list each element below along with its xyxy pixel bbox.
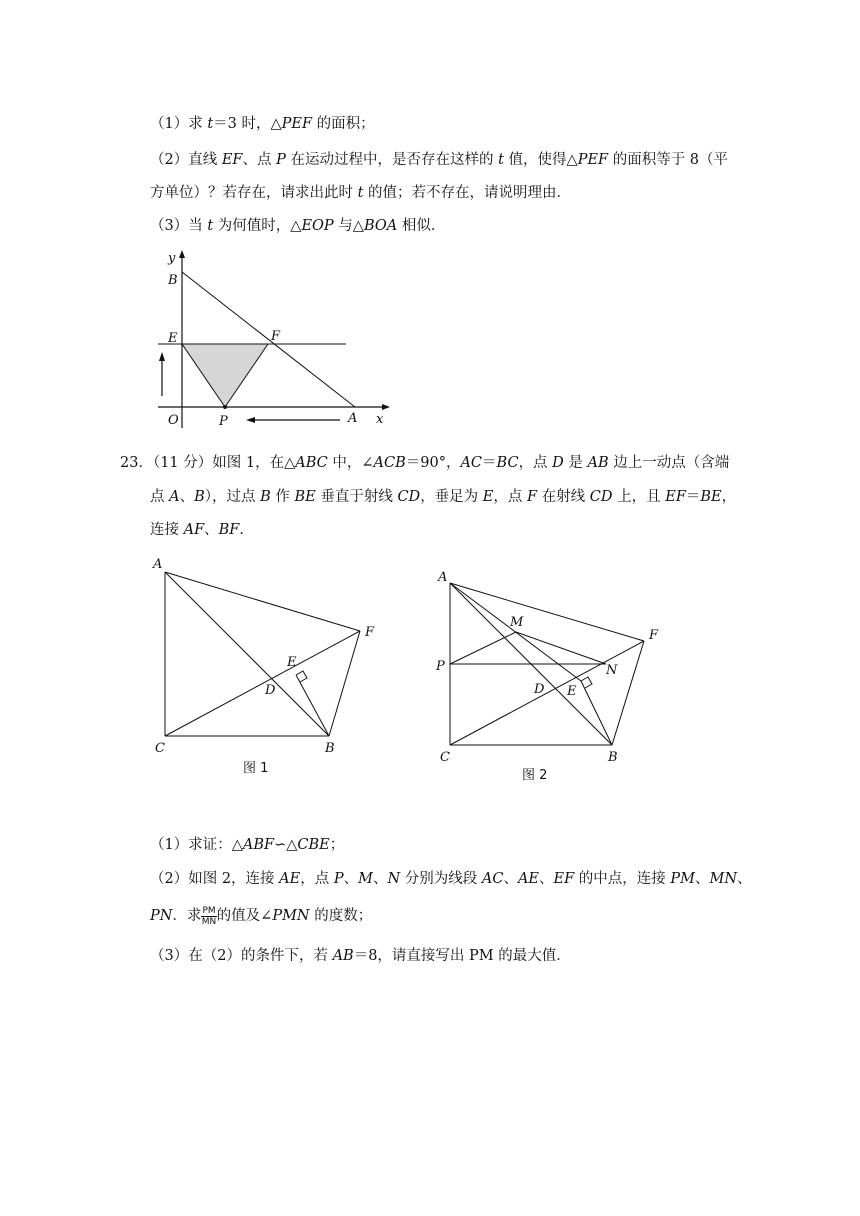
x-axis-arrow-icon [382, 404, 390, 410]
up-arrow-icon [159, 352, 165, 361]
label-o: O [168, 413, 179, 428]
q23-part3: （3）在（2）的条件下，若 AB＝8，请直接写出 PM 的最大值． [150, 948, 571, 964]
q23-part2-line2: PN．求 $\frac{PM}{MN}$ 的值及∠PMN 的度数； [150, 905, 373, 927]
triangle-pef [182, 344, 268, 407]
f2-label-p: P [436, 659, 445, 674]
line-ab [182, 272, 355, 407]
seg-be [296, 675, 329, 736]
f2-label-n: N [606, 663, 618, 678]
q23-figure1 [145, 552, 390, 782]
point-p [223, 405, 227, 409]
f2-label-e: E [567, 684, 577, 699]
seg-cf [450, 641, 644, 745]
f2-label-d: D [534, 682, 545, 697]
f2-label-b: B [608, 750, 618, 765]
q22-part3: （3）当 t 为何值时，△EOP 与△BOA 相似． [150, 218, 446, 234]
seg-pm [450, 632, 516, 664]
y-axis-arrow-icon [179, 250, 185, 258]
label-y: y [168, 251, 176, 266]
seg-bf [612, 641, 644, 745]
q23-line1: 23．（11 分）如图 1，在△ABC 中，∠ACB＝90°，AC＝BC，点 D 是 AB 边上一动点（含端 [120, 455, 730, 471]
f1-label-e: E [287, 655, 297, 670]
f1-label-c: C [155, 741, 165, 756]
right-angle-mark [581, 677, 592, 688]
q23-part1: （1）求证：△ABF∽△CBE； [150, 837, 345, 853]
f1-label-f: F [365, 625, 375, 640]
f2-label-a: A [438, 570, 448, 585]
f2-label-f: F [649, 628, 659, 643]
seg-cf [165, 631, 360, 736]
label-b: B [168, 273, 178, 288]
left-arrow-icon [246, 417, 255, 423]
q23-line2: 点 A、B），过点 B 作 BE 垂直于射线 CD，垂足为 E，点 F 在射线 CD 上，且 EF＝BE， [150, 489, 737, 505]
f1-caption: 图 1 [243, 761, 269, 776]
f2-label-m: M [510, 615, 524, 630]
f2-label-c: C [440, 750, 450, 765]
f1-label-d: D [265, 683, 276, 698]
f1-label-a: A [153, 557, 163, 572]
q22-figure [150, 248, 400, 433]
label-x: x [376, 412, 384, 427]
q23-figure2 [428, 565, 678, 787]
fraction-pm-mn: $\frac{PM}{MN}$ [201, 905, 217, 927]
f1-label-b: B [325, 741, 335, 756]
seg-bf [329, 631, 360, 736]
right-angle-mark [296, 671, 307, 682]
seg-mn [516, 632, 606, 664]
label-p: P [219, 414, 228, 429]
q22-part2-line1: （2）直线 EF、点 P 在运动过程中，是否存在这样的 t 值，使得△PEF 的面积等于 8（平 [150, 152, 729, 168]
f2-caption: 图 2 [522, 768, 548, 783]
q22-part2-line2: 方单位）？若存在，请求出此时 t 的值；若不存在，请说明理由． [150, 185, 572, 201]
seg-be [581, 681, 612, 745]
label-f: F [271, 329, 281, 344]
q23-line3: 连接 AF、BF． [150, 522, 254, 538]
q22-part1: （1）求 t＝3 时，△PEF 的面积； [150, 116, 375, 132]
label-e: E [168, 331, 178, 346]
q23-part2-line1: （2）如图 2，连接 AE，点 P、M、N 分别为线段 AC、AE、EF 的中点，连接 PM、MN、 [150, 871, 752, 887]
label-a: A [348, 411, 358, 426]
